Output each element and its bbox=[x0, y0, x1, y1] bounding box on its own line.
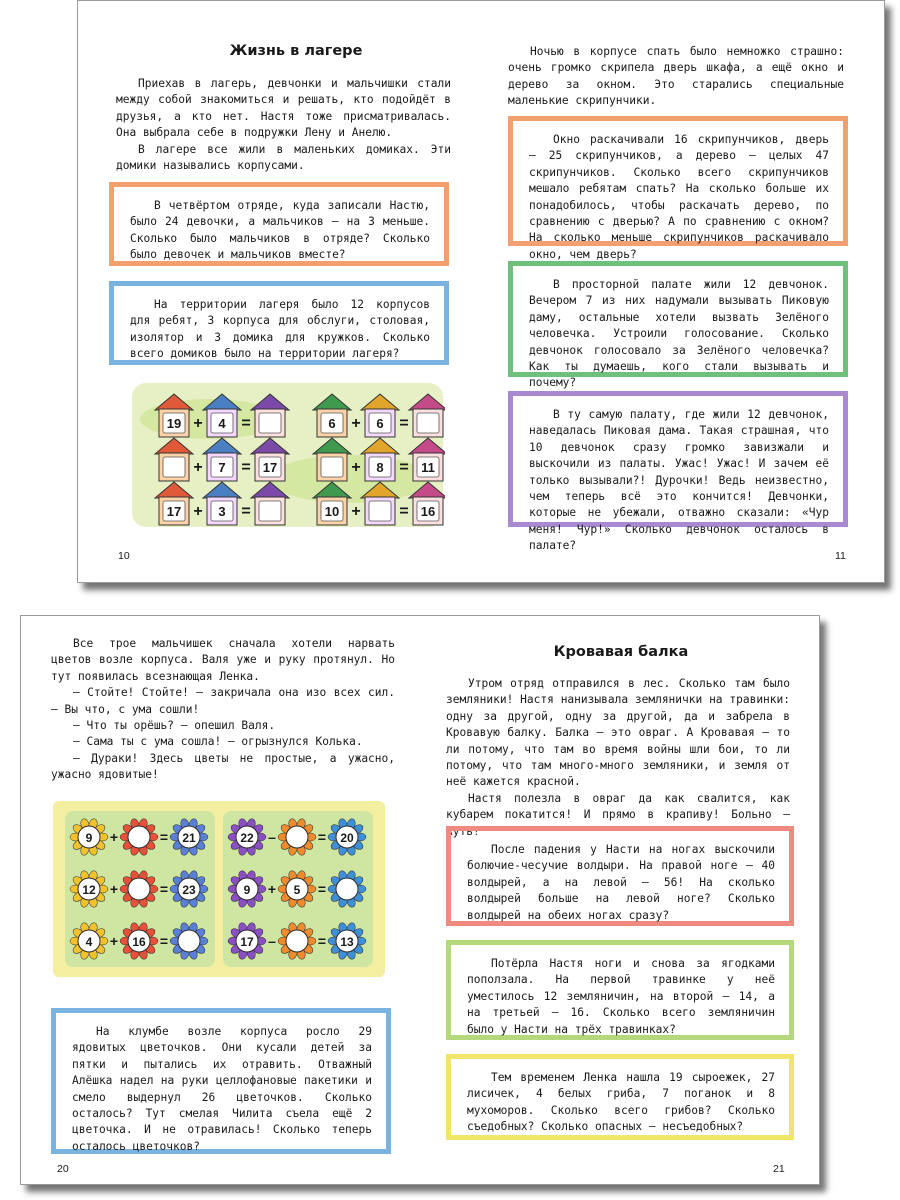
flower-center bbox=[128, 826, 150, 848]
page-10-intro bbox=[116, 76, 451, 174]
flower-number: 16 bbox=[132, 935, 146, 949]
operator-sign: + bbox=[109, 881, 119, 897]
dialogue-line: – Стойте! Стойте! – закричала она изо всех сил. – Вы что, с ума сошли! bbox=[51, 686, 395, 716]
house-number: 8 bbox=[376, 460, 384, 475]
task-box-boys-girls bbox=[109, 182, 449, 266]
task-text: На территории лагеря было 12 корпусов для ребят, 3 корпуса для обслуги, столовая, изолятор и 3 домика для кружков. Сколько всего домиков было на территории лагеря? bbox=[130, 298, 430, 361]
dialogue-line: – Сама ты с ума сошла! – огрызнулся Колька. bbox=[73, 735, 363, 749]
flower-center bbox=[128, 878, 150, 900]
operator-sign: + bbox=[351, 459, 361, 476]
page-21-intro bbox=[446, 676, 790, 840]
equals-sign: = bbox=[399, 459, 409, 476]
operator-sign: + bbox=[351, 415, 361, 432]
equals-sign: = bbox=[159, 829, 169, 845]
flower-center bbox=[336, 878, 358, 900]
house-number: 4 bbox=[218, 416, 226, 431]
operator-sign: + bbox=[193, 503, 203, 520]
task-box-buildings bbox=[109, 281, 449, 365]
page-number-21: 21 bbox=[773, 1163, 785, 1175]
page-10-title: Жизнь в лагере bbox=[229, 43, 363, 59]
house-number: 6 bbox=[328, 416, 336, 431]
house-window bbox=[369, 501, 391, 521]
task-text: В четвёртом отряде, куда записали Настю, было 24 девочки, а мальчиков – на 3 меньше. Сколько было мальчиков в отряде? Сколько было девочек и мальчиков вместе? bbox=[130, 199, 430, 262]
page-10-intro-paragraph: Приехав в лагерь, девчонки и мальчишки стали между собой знакомиться и решать, кто подойдёт в друзья, а кто нет. Настя тоже присматривалась. Она выбрала себе в подружки Лену и Анелю. bbox=[116, 77, 451, 140]
flower-number: 13 bbox=[340, 935, 354, 949]
equals-sign: = bbox=[159, 881, 169, 897]
page-number-20: 20 bbox=[57, 1163, 69, 1175]
page-21-title: Кровавая балка bbox=[553, 644, 689, 660]
spread-pages-10-11 bbox=[77, 0, 885, 583]
spread-pages-20-21 bbox=[20, 615, 820, 1185]
operator-sign: + bbox=[109, 933, 119, 949]
operator-sign: – bbox=[268, 933, 276, 949]
equals-sign: = bbox=[399, 415, 409, 432]
task-text: Потёрла Настя ноги и снова за ягодками поползала. На первой травинке у неё уместилось 12 земляничин, на второй – 14, а на третьей – 16. Сколько всего земляничин было у Насти на трёх травинках? bbox=[467, 957, 775, 1036]
flower-number: 22 bbox=[240, 831, 254, 845]
flower-number: 12 bbox=[82, 883, 96, 897]
page-10-intro-paragraph: В лагере все жили в маленьких домиках. Эти домики назывались корпусами. bbox=[116, 142, 451, 173]
flower-number: 17 bbox=[240, 935, 254, 949]
task-box-blisters bbox=[446, 826, 794, 926]
task-box-voting bbox=[508, 261, 848, 390]
house-number: 7 bbox=[218, 460, 226, 475]
task-text: В ту самую палату, где жили 12 девчонок, наведалась Пиковая дама. Такая страшная, что 10 девчонок сразу громко завизжали и выскочили из палаты. Ужас! Ужас! И зачем её только вызывали?! Дурочки! Ведь неизвестно, чем теперь всё это кончится! Девчонки, которые не убежали, отважно сказали: «Чур меня! Чур!» Сколько девчонок осталось в палате? bbox=[529, 408, 829, 553]
flower-center bbox=[178, 930, 200, 952]
house-number: 10 bbox=[324, 504, 340, 519]
equals-sign: = bbox=[317, 933, 327, 949]
task-box-queen-of-spades bbox=[508, 391, 848, 553]
page-11-intro-paragraph: Ночью в корпусе спать было немножко страшно: очень громко скрипела дверь шкафа, а ещё окно и дерево за окном. Это старались специальные маленькие скрипунчики. bbox=[508, 45, 844, 108]
house-window bbox=[163, 457, 185, 477]
house-number: 17 bbox=[166, 504, 182, 519]
task-box-poison-flowers bbox=[51, 1008, 391, 1154]
house-number: 3 bbox=[218, 504, 226, 519]
flower-number: 21 bbox=[182, 831, 196, 845]
operator-sign: + bbox=[267, 881, 277, 897]
equals-sign: = bbox=[317, 881, 327, 897]
task-box-strawberries bbox=[446, 940, 794, 1040]
operator-sign: + bbox=[109, 829, 119, 845]
equals-sign: = bbox=[317, 829, 327, 845]
flower-number: 20 bbox=[340, 831, 354, 845]
flower-center bbox=[286, 826, 308, 848]
house-number: 6 bbox=[376, 416, 384, 431]
page-11-intro bbox=[508, 44, 844, 110]
equals-sign: = bbox=[241, 459, 251, 476]
operator-sign: + bbox=[193, 415, 203, 432]
page-20-intro-paragraph: Все трое мальчишек сначала хотели нарвать цветов возле корпуса. Валя уже и руку протянул. Но тут появилась всезнающая Ленка. bbox=[51, 637, 395, 683]
page-20-story bbox=[51, 636, 395, 784]
house-window bbox=[321, 457, 343, 477]
operator-sign: + bbox=[193, 459, 203, 476]
page-21-intro-paragraph: Настя полезла в овраг да как свалится, как кубарем покатится! И прямо в крапиву! Больно – жуть! bbox=[446, 791, 790, 838]
house-window bbox=[259, 413, 281, 433]
page-21-intro-paragraph: Утром отряд отправился в лес. Сколько там было земляники! Настя нанизывала землянички на травинки: одну за другой, одну за другой, да и забрела в Кровавую балку. Балка – это овраг. А Кровавая – то ли потому, что там во время войны шли бои, то ли потому, что там много-много земляники, и земля от неё кажется красной. bbox=[446, 677, 790, 789]
flower-number: 23 bbox=[182, 883, 196, 897]
flowers-math-illustration bbox=[51, 799, 387, 979]
house-number: 19 bbox=[166, 416, 182, 431]
flower-number: 4 bbox=[85, 935, 93, 949]
task-text: В просторной палате жили 12 девчонок. Вечером 7 из них надумали вызывать Пиковую даму, остальные хотели вызвать Зелёного человечка. Устроили голосование. Сколько девчонок голосовало за Зелёного человечка? Как ты думаешь, кого стали вызывать и почему? bbox=[529, 278, 829, 390]
task-text: Тем временем Ленка нашла 19 сыроежек, 27 лисичек, 4 белых гриба, 7 поганок и 8 мухоморов. Сколько всего грибов? Сколько съедобных? Сколько опасных – несъедобных? bbox=[467, 1071, 775, 1134]
flower-center bbox=[286, 930, 308, 952]
equals-sign: = bbox=[159, 933, 169, 949]
operator-sign: + bbox=[351, 503, 361, 520]
task-text: Окно раскачивали 16 скрипунчиков, дверь – 25 скрипунчиков, а дерево – целых 47 скрипунчиков. Сколько всего скрипунчиков мешало ребятам спать? На сколько больше их понадобилось, чтобы раскачать дерево, по сравнению с дверью? А по сравнению с окном? На сколько меньше скрипунчиков раскачивало окно, чем дверь? bbox=[529, 133, 829, 261]
house-window bbox=[259, 501, 281, 521]
equals-sign: = bbox=[241, 415, 251, 432]
page-number-10: 10 bbox=[118, 550, 130, 562]
equals-sign: = bbox=[241, 503, 251, 520]
house-number: 17 bbox=[262, 460, 278, 475]
houses-math-illustration bbox=[130, 379, 445, 531]
task-box-squeakers bbox=[508, 116, 848, 261]
house-number: 16 bbox=[420, 504, 436, 519]
page-number-11: 11 bbox=[835, 550, 846, 562]
flower-number: 5 bbox=[293, 883, 301, 897]
task-text: После падения у Насти на ногах выскочили болючие-чесучие волдыри. На правой ноге – 40 волдырей, а на левой – 56! На сколько волдырей больше на левой ноге? Сколько волдырей на обеих ногах сразу? bbox=[467, 843, 775, 922]
flower-number: 9 bbox=[243, 883, 251, 897]
task-box-mushrooms bbox=[446, 1054, 794, 1140]
task-text: На клумбе возле корпуса росло 29 ядовитых цветочков. Они кусали детей за пятки и пытались их отравить. Отважный Алёшка надел на руки целлофановые пакетики и смело выдернул 26 цветочков. Сколько осталось? Тут смелая Чилита съела ещё 2 цветочка. И не отравилась! Сколько теперь осталось цветочков? bbox=[72, 1025, 372, 1153]
house-window bbox=[417, 413, 439, 433]
flower-number: 9 bbox=[85, 831, 93, 845]
dialogue-line: – Дураки! Здесь цветы не простые, а ужасно, ужасно ядовитые! bbox=[51, 751, 395, 782]
house-number: 11 bbox=[421, 460, 435, 475]
equals-sign: = bbox=[399, 503, 409, 520]
operator-sign: – bbox=[268, 829, 276, 845]
dialogue-line: – Что ты орёшь? – опешил Валя. bbox=[73, 719, 276, 733]
